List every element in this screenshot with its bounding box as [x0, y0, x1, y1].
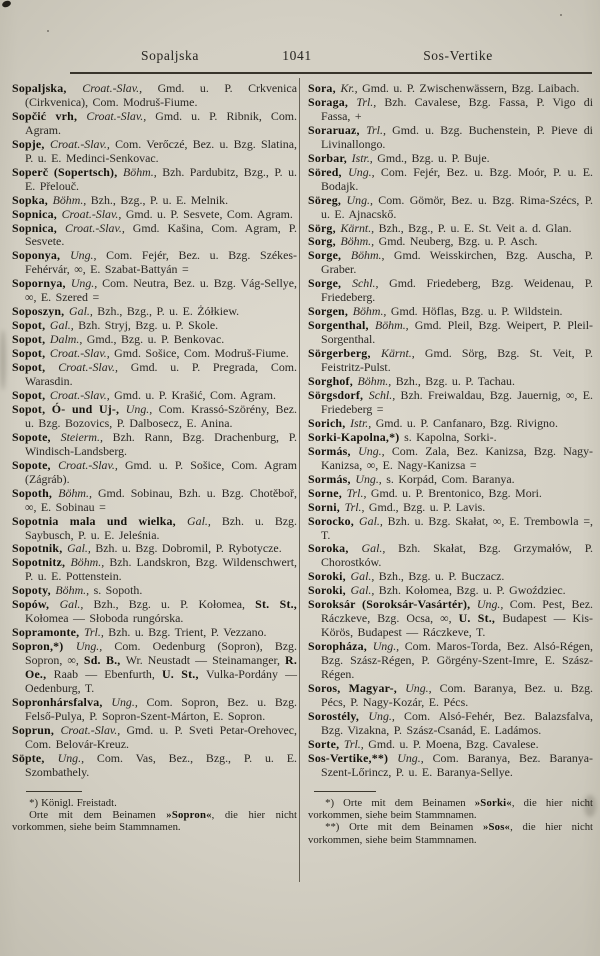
text-run: Sopot, [12, 387, 50, 402]
text-run: Sopnica, [12, 206, 62, 221]
gazetteer-entry [308, 598, 593, 640]
text-run: Gal., [350, 569, 379, 584]
text-run: Soperč (Sopertsch), [12, 164, 124, 179]
left-column-entries [12, 82, 297, 780]
text-run: Com. Oedenburg (Sopron), Bzg. Sopron, ∞, [25, 639, 297, 668]
text-run: Croat.-Slav., [49, 387, 115, 402]
text-run: Sopron,*) [12, 639, 76, 654]
text-run: Gmd. u. P. Brentonico, Bzg. Mori. [370, 485, 542, 500]
text-run: Soroka, [308, 541, 362, 556]
text-run: Croat.-Slav., [82, 81, 158, 95]
text-run: Söpte, [12, 750, 58, 765]
text-run: Sorg, [308, 234, 341, 249]
gazetteer-entry [12, 487, 297, 515]
gazetteer-entry [308, 375, 593, 389]
text-run: Soraruaz, [308, 122, 367, 137]
text-run: *) Königl. Freistadt. [29, 796, 117, 809]
text-run: Bzh. Cavalese, Bzg. Fassa, P. Vigo di Fassa, + [321, 94, 594, 123]
gazetteer-entry [308, 319, 593, 347]
scan-speck [560, 14, 562, 16]
text-run: Bzh. Stryj, Bzg. u. P. Skole. [78, 318, 219, 333]
gazetteer-entry [12, 305, 297, 319]
gazetteer-entry [12, 208, 297, 222]
gazetteer-entry [308, 473, 593, 487]
gazetteer-entry [308, 710, 593, 738]
text-run: Gal., [187, 513, 222, 528]
text-run: Bzh. u. Bzg. Skałat, ∞, E. Trembowla =, T. [321, 513, 593, 542]
text-run: Böhm., [123, 164, 163, 179]
text-run: Com. Krassó-Szörény, Bez. u. Bzg. Bozovics, P. Dalbosecz, E. Anina. [25, 401, 297, 430]
gazetteer-entry [12, 361, 297, 389]
gazetteer-entry [12, 515, 297, 543]
text-run: Soponya, [12, 248, 71, 263]
text-run: Gmd. u. P. Sesvete, Com. Agram. [125, 206, 293, 221]
text-run: , die hier nicht vorkommen, siehe beim Stammnamen. [12, 808, 297, 834]
text-run: Com. Verőczé, Bez. u. Bzg. Slatina, P. u. E. Medinci-Senkovac. [25, 136, 297, 165]
text-run: Sorbar, [308, 150, 352, 165]
text-run: Ung., [358, 443, 392, 458]
text-run: Gmd. Friedeberg, Bzg. Weidenau, P. Friedeberg. [321, 276, 594, 305]
gazetteer-entry [308, 249, 593, 277]
text-run: Trl., [344, 499, 369, 514]
text-run: Trl., [83, 625, 109, 640]
text-run: Ung., [355, 471, 387, 486]
text-run: Sopot, [12, 332, 50, 347]
running-head-left: Sopaljska [141, 48, 199, 63]
text-run: Gal., [359, 513, 388, 528]
text-run: Ung., [372, 639, 405, 654]
left-column [12, 82, 297, 834]
text-run: Gmd. u. P. Crkvenica (Cirkvenica), Com. Modruš-Fiume. [25, 81, 297, 109]
text-run: Com. Zala, Bez. Kanizsa, Bzg. Nagy-Kanizsa, ∞, E. Nagy-Kanizsa = [321, 443, 593, 472]
text-run: Böhm., [52, 192, 91, 207]
text-run: Bzh., Bzg., P. u. E. Żółkiew. [97, 304, 240, 319]
text-run: Ung., [75, 639, 115, 654]
text-run: Ung., [405, 680, 440, 695]
gazetteer-entry [12, 542, 297, 556]
text-run: Gal., [67, 541, 96, 556]
text-run: Sopoth, [12, 485, 59, 500]
text-run: Com. Baranya, Bez. Baranya-Szent-Lőrincz, P. u. E. Baranya-Sellye. [321, 750, 593, 779]
gazetteer-entry [12, 277, 297, 305]
text-run: Bzh. u. Bzg. Saybusch, P. u. E. Jeleśnia. [25, 513, 297, 542]
text-run: Gmd. Sošice, Com. Modruš-Fiume. [114, 346, 289, 361]
text-run: Sopaljska, [12, 81, 83, 95]
header-rule [70, 72, 592, 74]
text-run: Bzh. Skałat, Bzg. Grzymałów, P. Chorostków. [321, 541, 593, 570]
gazetteer-entry [12, 431, 297, 459]
gazetteer-entry [308, 640, 593, 682]
text-run: Ung., [346, 192, 379, 207]
text-run: Sopot, [12, 360, 59, 375]
text-run: Soroki, [308, 569, 351, 584]
text-run: Schl., [352, 276, 390, 291]
gazetteer-entry [308, 305, 593, 319]
footnote [12, 809, 297, 834]
text-run: Croat.-Slav., [49, 346, 115, 361]
gazetteer-entry [12, 403, 297, 431]
text-run: Bzh., Bzg. u. P. Tachau. [395, 374, 515, 389]
gazetteer-entry [308, 738, 593, 752]
text-run: U. St., [458, 611, 503, 626]
text-run: Böhm., [352, 304, 391, 319]
gazetteer-entry [308, 194, 593, 222]
text-run: **) Orte mit dem Beinamen [325, 821, 483, 834]
text-run: Kołomea — Słoboda rungórska. [25, 611, 184, 626]
text-run: Com. Gömör, Bez. u. Bzg. Rima-Szécs, P. u. E. Ajnacskő. [321, 192, 593, 221]
gazetteer-entry [308, 445, 593, 473]
text-run: , die hier nicht vorkommen, siehe beim Stammnamen. [308, 796, 593, 821]
text-run: Sorki-Kapolna,*) [308, 429, 405, 444]
text-run: Ung., [57, 750, 97, 765]
gazetteer-entry [308, 222, 593, 236]
text-run: Gmd. u. P. Sveti Petar-Orehovec, Com. Belovár-Kreuz. [25, 722, 297, 751]
gazetteer-entry [308, 417, 593, 431]
text-run: Sopramonte, [12, 625, 84, 640]
text-run: Sopote, [12, 457, 59, 472]
text-run: s. Kapolna, Sorki-. [404, 429, 497, 444]
gazetteer-entry [12, 459, 297, 487]
text-run: Böhm., [58, 485, 98, 500]
text-run: Bzh. Pardubitz, Bzg., P. u. E. Přelouč. [25, 164, 297, 193]
text-run: »Sorki« [474, 796, 512, 809]
text-run: Budapest — Kis-Körös, Budapest — Ráczkeve, T. [321, 611, 593, 640]
text-run: Sormás, [308, 443, 359, 458]
text-run: Com. Pest, Bez. Ráczkeve, Bzg. Ocsa, ∞, [321, 597, 593, 626]
text-run: Sopów, [12, 597, 60, 612]
footnote [308, 797, 593, 822]
gazetteer-entry [12, 319, 297, 333]
text-run: Sorge, [308, 248, 351, 263]
text-run: Com. Sopron, Bez. u. Bzg. Felső-Pulya, P. Sopron-Szent-Márton, E. Sopron. [25, 694, 297, 723]
text-run: »Sos« [482, 821, 511, 834]
text-run: Vulka-Pordány — Oedenburg, T. [25, 667, 297, 695]
text-run: Sos-Vertike,**) [308, 750, 398, 765]
text-run: Soposzyn, [12, 304, 70, 319]
text-run: Sorni, [308, 499, 345, 514]
text-run: Ung., [70, 276, 103, 291]
right-column-entries [308, 82, 593, 780]
gazetteer-entry [12, 138, 297, 166]
text-run: Bzh., Bzg., P. u. E. St. Veit a. d. Glan. [378, 220, 572, 235]
text-run: Soraga, [308, 94, 357, 109]
text-run: Wr. Neustadt — Steinamanger, [125, 653, 286, 668]
text-run: Böhm., [340, 234, 379, 249]
text-run: Ung., [111, 694, 147, 709]
text-run: Bzh., Bzg., P. u. E. Melnik. [90, 192, 229, 207]
gazetteer-entry [308, 96, 593, 124]
text-run: Böhm., [350, 248, 394, 263]
text-run: , die hier nicht vorkommen, siehe beim Stammnamen. [308, 821, 594, 846]
text-run: R. Oe., [25, 653, 297, 682]
text-run: Gal., [69, 304, 98, 319]
left-column-footnotes [12, 797, 297, 834]
gazetteer-entry [12, 166, 297, 194]
text-run: Gmd. u. P. Krašić, Com. Agram. [114, 387, 276, 402]
text-run: Gmd. Sobinau, Bzh. u. Bzg. Chotěboř, ∞, E. Sobinau = [25, 485, 297, 514]
text-run: Sopotnik, [12, 541, 68, 556]
text-run: Gmd. Höflas, Bzg. u. P. Wildstein. [390, 304, 563, 319]
gazetteer-entry [12, 752, 297, 780]
text-run: Sopronhársfalva, [12, 694, 112, 709]
text-run: Sora, [308, 81, 341, 95]
gazetteer-entry [308, 166, 593, 194]
text-run: Gal., [361, 541, 399, 556]
text-run: Soroksár (Soroksár-Vasártér), [308, 597, 477, 612]
text-run: Bzh. Freiwaldau, Bzg. Jauernig, ∞, E. Friedeberg = [321, 387, 593, 416]
text-run: Sorte, [308, 736, 344, 751]
text-run: Sorge, [308, 276, 353, 291]
text-run: Söreg, [308, 192, 347, 207]
text-run: Ung., [348, 164, 381, 179]
text-run: Sopotnia mala und wielka, [12, 513, 188, 528]
text-run: Croat.-Slav., [61, 206, 126, 221]
text-run: Gmd., Bzg. u. P. Lavis. [368, 499, 486, 514]
footnote-separator-rule [314, 791, 376, 792]
scan-speck [47, 30, 49, 32]
text-run: Sopornya, [12, 276, 71, 291]
text-run: Trl., [356, 94, 385, 109]
gazetteer-entry [12, 110, 297, 138]
text-run: Böhm., [357, 374, 396, 389]
text-run: Söred, [308, 164, 349, 179]
text-run: Kärnt., [381, 346, 425, 361]
text-run: Sörg, [308, 220, 341, 235]
footnote [12, 797, 297, 809]
text-run: Croat.-Slav., [58, 457, 125, 472]
footnote [308, 821, 593, 846]
text-run: Gmd., Bzg. u. P. Benkovac. [86, 332, 225, 347]
text-run: St. St., [255, 597, 297, 612]
text-run: Sopnica, [12, 220, 66, 235]
text-run: Sorostély, [308, 708, 369, 723]
text-run: Gmd. u. P. Sošice, Com. Agram (Zágráb). [25, 457, 298, 486]
text-run: »Sopron« [166, 808, 212, 821]
text-run: Orte mit dem Beinamen [29, 808, 167, 821]
text-run: Kärnt., [340, 220, 379, 235]
text-run: Gal., [59, 597, 94, 612]
text-run: Gmd. Kašina, Com. Agram, P. Sesvete. [25, 220, 297, 249]
gazetteer-entry [12, 724, 297, 752]
text-run: Gmd. u. P. Moena, Bzg. Cavalese. [368, 736, 539, 751]
gazetteer-entry [308, 277, 593, 305]
gazetteer-entry [308, 584, 593, 598]
text-run: Istr., [350, 415, 376, 430]
text-run: Com. Fejér, Bez. u. Bzg. Székes-Fehérvár, ∞, E. Szabat-Battyán = [25, 248, 297, 277]
gazetteer-entry [12, 584, 297, 598]
text-run: Sopčić vrh, [12, 108, 87, 123]
footnote-separator-rule [26, 791, 82, 792]
text-run: Sopot, [12, 318, 50, 333]
gazetteer-entry [12, 696, 297, 724]
gazetteer-entry [308, 124, 593, 152]
text-run: Steierm., [60, 429, 113, 444]
text-run: U. St., [161, 667, 206, 682]
gazetteer-entry [308, 431, 593, 445]
gazetteer-entry [308, 682, 593, 710]
text-run: Bzh. u. Bzg. Trient, P. Vezzano. [108, 625, 267, 640]
text-run: Com. Maros-Torda, Bez. Alsó-Régen, Bzg. Szász-Régen, P. Görgény-Szent-Imre, E. Szász-Régen. [321, 639, 593, 682]
gazetteer-entry [12, 333, 297, 347]
text-run: Com. Vas, Bez., Bzg., P. u. E. Szombathely. [25, 750, 297, 779]
text-run: Sorghof, [308, 374, 358, 389]
text-run: Gmd. u. Bzg. Buchenstein, P. Pieve di Livinallongo. [321, 122, 593, 151]
gazetteer-entry [308, 542, 593, 570]
page-number: 1041 [282, 48, 312, 63]
text-run: *) Orte mit dem Beinamen [325, 796, 475, 809]
text-run: Sorgenthal, [308, 318, 375, 333]
text-run: Raab — Ebenfurth, [53, 667, 162, 682]
text-run: Soprun, [12, 722, 61, 737]
text-run: Gmd. u. P. Ribnik, Com. Agram. [25, 108, 298, 137]
gazetteer-entry [308, 389, 593, 417]
text-run: Bzh. u. Bzg. Dobromil, P. Rybotycze. [95, 541, 282, 556]
text-run: Gmd. u. P. Pregrada, Com. Warasdin. [25, 360, 298, 389]
gazetteer-entry [12, 249, 297, 277]
text-run: Sopka, [12, 192, 53, 207]
text-run: Dalm., [49, 332, 87, 347]
text-run: Ung., [368, 708, 405, 723]
gazetteer-entry [308, 487, 593, 501]
text-run: Croat.-Slav., [65, 220, 133, 235]
text-run: Gal., [350, 583, 379, 598]
text-run: Com. Alsó-Fehér, Bez. Balazsfalva, Bzg. Vizakna, P. Szász-Csanád, E. Ladámos. [321, 708, 593, 737]
text-run: Croat.-Slav., [50, 136, 116, 151]
text-run: Sorich, [308, 415, 351, 430]
text-run: Gal., [49, 318, 79, 333]
text-run: Trl., [346, 485, 371, 500]
text-run: Sopot, [12, 346, 50, 361]
gazetteer-entry [308, 570, 593, 584]
scan-smudge [0, 330, 6, 390]
text-run: Gmd. Sörg, Bzg. St. Veit, P. Feistritz-Pulst. [321, 346, 594, 375]
text-run: Sopje, [12, 136, 51, 151]
gazetteer-entry [12, 640, 297, 696]
running-head-right: Sos-Vertike [423, 48, 493, 63]
gazetteer-entry [308, 515, 593, 543]
text-run: Bzh. Landskron, Bzg. Wildenschwert, P. u. E. Pottenstein. [25, 555, 297, 584]
text-run: Sormás, [308, 471, 356, 486]
text-run: Com. Fejér, Bez. u. Bzg. Moór, P. u. E. Bodajk. [321, 164, 594, 193]
text-run: Gmd. u. P. Canfanaro, Bzg. Rivigno. [375, 415, 558, 430]
gazetteer-entry [12, 598, 297, 626]
text-run: Croat.-Slav., [86, 108, 156, 123]
gazetteer-entry [12, 556, 297, 584]
gazetteer-entry [308, 501, 593, 515]
right-column-footnotes [308, 797, 593, 846]
gazetteer-entry [12, 389, 297, 403]
text-run: Com. Neutra, Bez. u. Bzg. Vág-Sellye, ∞, E. Szered = [25, 276, 297, 305]
text-run: Böhm., [55, 583, 94, 598]
text-run: Ung., [397, 750, 433, 765]
text-run: Sd. B., [83, 653, 126, 668]
gazetteer-entry [12, 626, 297, 640]
gazetteer-entry [308, 752, 593, 780]
text-run: Schl., [368, 387, 401, 402]
text-run: Böhm., [70, 555, 110, 570]
text-run: Soroki, [308, 583, 351, 598]
text-run: Böhm., [374, 318, 415, 333]
text-run: Com. Baranya, Bez. u. Bzg. Pécs, P. Nagy-Kozár, E. Pécs. [321, 680, 593, 709]
gazetteer-entry [12, 82, 297, 110]
text-run: Trl., [366, 122, 393, 137]
text-run: Sopot, Ó- und Uj-, [12, 401, 126, 416]
gazetteer-entry [12, 222, 297, 250]
text-run: Bzh. Kołomea, Bzg. u. P. Gwoździec. [378, 583, 566, 598]
text-run: Sörgerberg, [308, 346, 382, 361]
text-run: Istr., [351, 150, 378, 165]
gazetteer-entry [12, 347, 297, 361]
text-run: Soropháza, [308, 639, 373, 654]
text-run: Bzh., Bzg. u. P. Kołomea, [93, 597, 256, 612]
text-run: Sopote, [12, 429, 61, 444]
text-run: Ung., [70, 248, 107, 263]
text-run: Sorgen, [308, 304, 353, 319]
text-run: Sopotnitz, [12, 555, 71, 570]
text-run: s. Sopoth. [93, 583, 143, 598]
gazetteer-entry [12, 194, 297, 208]
right-column [308, 82, 593, 846]
text-run: Sopoty, [12, 583, 56, 598]
text-run: Trl., [343, 736, 369, 751]
scan-speck [1, 0, 12, 8]
text-run: Bzh., Bzg. u. P. Buczacz. [378, 569, 505, 584]
gazetteer-entry [308, 347, 593, 375]
text-run: s. Korpád, Com. Baranya. [386, 471, 515, 486]
text-run: Croat.-Slav., [60, 722, 127, 737]
text-run: Ung., [125, 401, 159, 416]
text-run: Sorocko, [308, 513, 360, 528]
text-run: Ung., [476, 597, 510, 612]
text-run: Sörgsdorf, [308, 387, 369, 402]
text-run: Croat.-Slav., [58, 360, 131, 375]
text-run: Gmd. Neuberg, Bzg. u. P. Asch. [378, 234, 538, 249]
text-run: Kr., [340, 81, 363, 95]
text-run: Soros, Magyar-, [308, 680, 406, 695]
text-run: Bzh. Rann, Bzg. Drachenburg, P. Windisch-Landsberg. [25, 429, 297, 458]
gazetteer-entry [308, 82, 593, 96]
text-run: Gmd., Bzg. u. P. Buje. [377, 150, 490, 165]
text-run: Gmd. Pleil, Bzg. Weipert, P. Pleil-Sorgenthal. [321, 318, 593, 347]
text-run: Gmd. u. P. Zwischenwässern, Bzg. Laibach. [362, 81, 580, 95]
text-run: Gmd. Weisskirchen, Bzg. Auscha, P. Graber. [321, 248, 593, 277]
column-divider-rule [299, 78, 300, 882]
text-run: Sorne, [308, 485, 347, 500]
gazetteer-entry [308, 235, 593, 249]
gazetteer-entry [308, 152, 593, 166]
